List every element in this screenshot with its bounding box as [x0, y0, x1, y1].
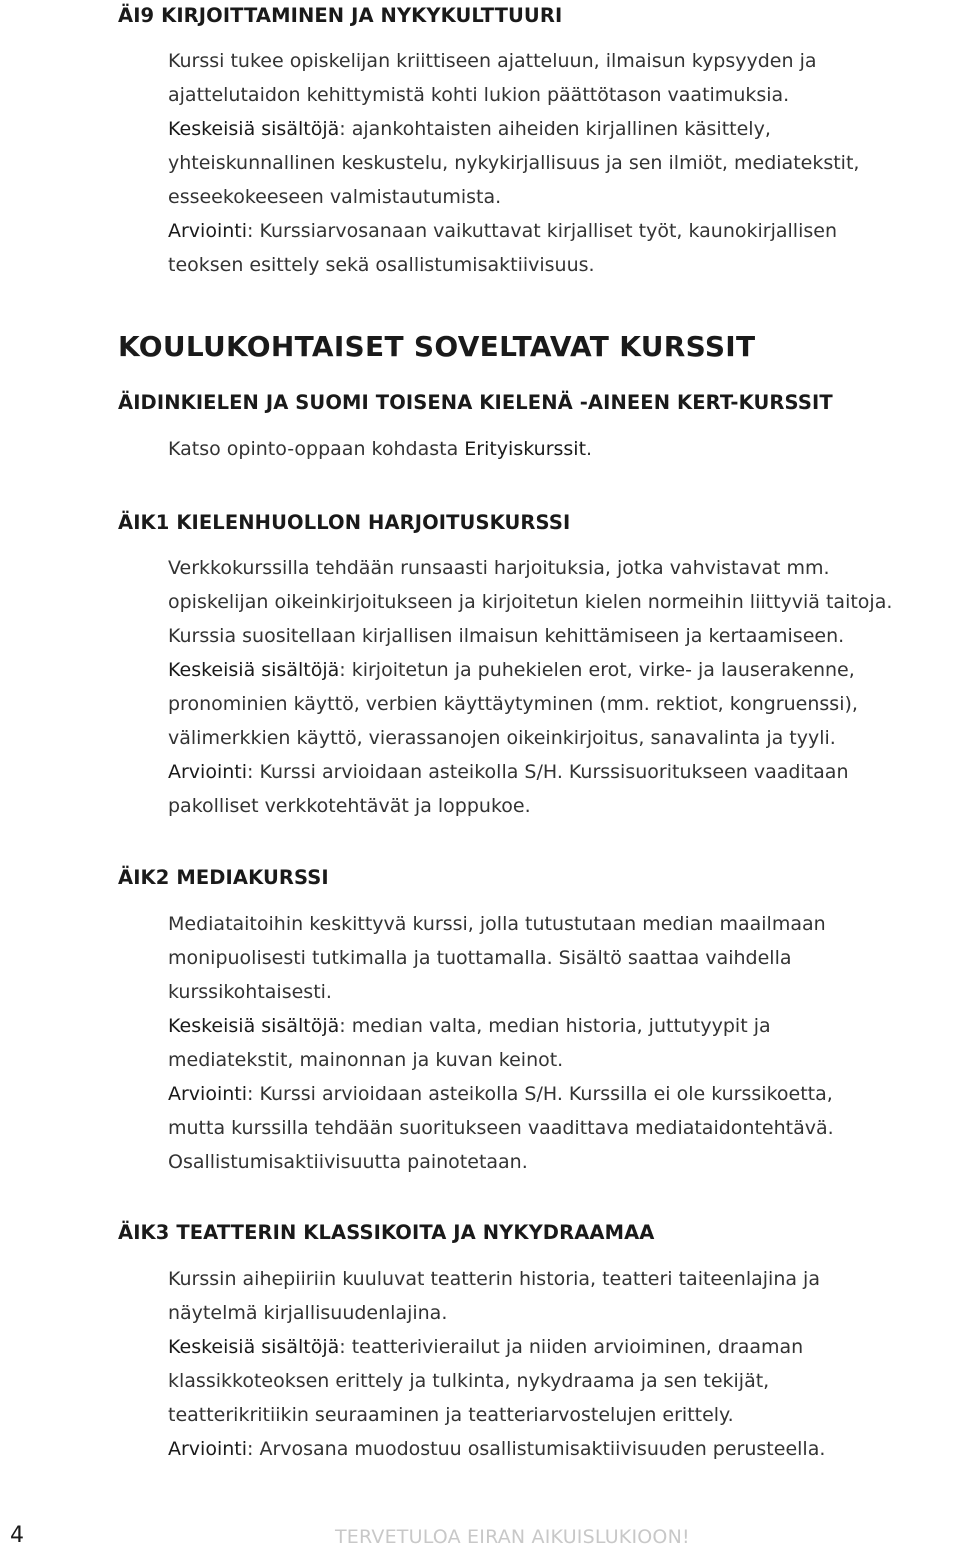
keskeisia-line: [168, 112, 859, 146]
body-line: välimerkkien käyttö, vierassanojen oikeinkirjoitus, sanavalinta ja tyyli.: [168, 727, 836, 749]
arviointi-text: : Arvosana muodostuu osallistumisaktiivisuuden perusteella.: [247, 1438, 826, 1460]
course-title-aik3: ÄIK3 TEATTERIN KLASSIKOITA JA NYKYDRAAMAA: [118, 1221, 655, 1244]
keskeisia-line: [168, 1009, 834, 1043]
body-line: Kurssi tukee opiskelijan kriittiseen ajatteluun, ilmaisun kypsyyden ja: [168, 50, 817, 72]
keskeisia-text: : teatterivierailut ja niiden arvioiminen, draaman: [339, 1336, 804, 1358]
body-line: näytelmä kirjallisuudenlajina.: [168, 1302, 448, 1324]
body-line: pronominien käyttö, verbien käyttäytyminen (mm. rektiot, kongruenssi),: [168, 693, 858, 715]
footer-tagline: TERVETULOA EIRAN AIKUISLUKIOON!: [335, 1526, 690, 1548]
body-line: mediatekstit, mainonnan ja kuvan keinot.: [168, 1049, 564, 1071]
keskeisia-label: Keskeisiä sisältöjä: [168, 659, 340, 681]
course-body-ai9: [168, 44, 859, 282]
keskeisia-label: Keskeisiä sisältöjä: [168, 1336, 340, 1358]
keskeisia-text: : kirjoitetun ja puhekielen erot, virke- ja lauserakenne,: [339, 659, 855, 681]
erityiskurssit-link[interactable]: Erityiskurssit: [464, 438, 587, 460]
course-body-aik3: [168, 1262, 825, 1466]
course-body-kert: [168, 432, 592, 466]
body-line: esseekokeeseen valmistautumista.: [168, 186, 502, 208]
keskeisia-text: : median valta, median historia, juttutyypit ja: [339, 1015, 771, 1037]
body-line: ajattelutaidon kehittymistä kohti lukion päättötason vaatimuksia.: [168, 84, 790, 106]
body-line: teatterikritiikin seuraaminen ja teatteriarvostelujen erittely.: [168, 1404, 734, 1426]
arviointi-text: : Kurssiarvosanaan vaikuttavat kirjalliset työt, kaunokirjallisen: [247, 220, 837, 242]
kert-line: [168, 432, 592, 466]
body-line: Verkkokurssilla tehdään runsaasti harjoituksia, jotka vahvistavat mm.: [168, 557, 830, 579]
course-title-kert: ÄIDINKIELEN JA SUOMI TOISENA KIELENÄ -AINEEN KERT-KURSSIT: [118, 391, 833, 414]
arviointi-label: Arviointi: [168, 220, 248, 242]
arviointi-line: [168, 214, 859, 248]
body-line: kurssikohtaisesti.: [168, 981, 332, 1003]
arviointi-line: [168, 1432, 825, 1466]
body-line: monipuolisesti tutkimalla ja tuottamalla. Sisältö saattaa vaihdella: [168, 947, 792, 969]
arviointi-line: [168, 1077, 834, 1111]
kert-text-post: .: [586, 438, 593, 460]
body-line: Kurssin aihepiiriin kuuluvat teatterin historia, teatteri taiteenlajina ja: [168, 1268, 820, 1290]
body-line: Osallistumisaktiivisuutta painotetaan.: [168, 1151, 528, 1173]
arviointi-line: [168, 755, 892, 789]
arviointi-label: Arviointi: [168, 1438, 248, 1460]
arviointi-text: : Kurssi arvioidaan asteikolla S/H. Kurssisuoritukseen vaaditaan: [247, 761, 849, 783]
arviointi-label: Arviointi: [168, 1083, 248, 1105]
kert-text-pre: Katso opinto-oppaan kohdasta: [168, 438, 465, 460]
arviointi-label: Arviointi: [168, 761, 248, 783]
arviointi-text: : Kurssi arvioidaan asteikolla S/H. Kurssilla ei ole kurssikoetta,: [247, 1083, 833, 1105]
page-number: 4: [10, 1523, 24, 1548]
body-line: Mediataitoihin keskittyvä kurssi, jolla tutustutaan median maailmaan: [168, 913, 826, 935]
keskeisia-line: [168, 1330, 825, 1364]
keskeisia-label: Keskeisiä sisältöjä: [168, 1015, 340, 1037]
body-line: pakolliset verkkotehtävät ja loppukoe.: [168, 795, 531, 817]
course-title-aik2: ÄIK2 MEDIAKURSSI: [118, 866, 329, 889]
keskeisia-text: : ajankohtaisten aiheiden kirjallinen käsittely,: [339, 118, 771, 140]
section-heading-koulukohtaiset: KOULUKOHTAISET SOVELTAVAT KURSSIT: [118, 330, 756, 363]
body-line: teoksen esittely sekä osallistumisaktiivisuus.: [168, 254, 595, 276]
course-title-aik1: ÄIK1 KIELENHUOLLON HARJOITUSKURSSI: [118, 511, 571, 534]
course-body-aik2: [168, 907, 834, 1179]
body-line: opiskelijan oikeinkirjoitukseen ja kirjoitetun kielen normeihin liittyviä taitoja.: [168, 591, 893, 613]
body-line: mutta kurssilla tehdään suoritukseen vaadittava mediataidontehtävä.: [168, 1117, 834, 1139]
body-line: Kurssia suositellaan kirjallisen ilmaisun kehittämiseen ja kertaamiseen.: [168, 625, 845, 647]
body-line: klassikkoteoksen erittely ja tulkinta, nykydraama ja sen tekijät,: [168, 1370, 770, 1392]
course-body-aik1: [168, 551, 892, 823]
course-title-ai9: ÄI9 KIRJOITTAMINEN JA NYKYKULTTUURI: [118, 4, 563, 27]
body-line: yhteiskunnallinen keskustelu, nykykirjallisuus ja sen ilmiöt, mediatekstit,: [168, 152, 860, 174]
keskeisia-line: [168, 653, 892, 687]
keskeisia-label: Keskeisiä sisältöjä: [168, 118, 340, 140]
